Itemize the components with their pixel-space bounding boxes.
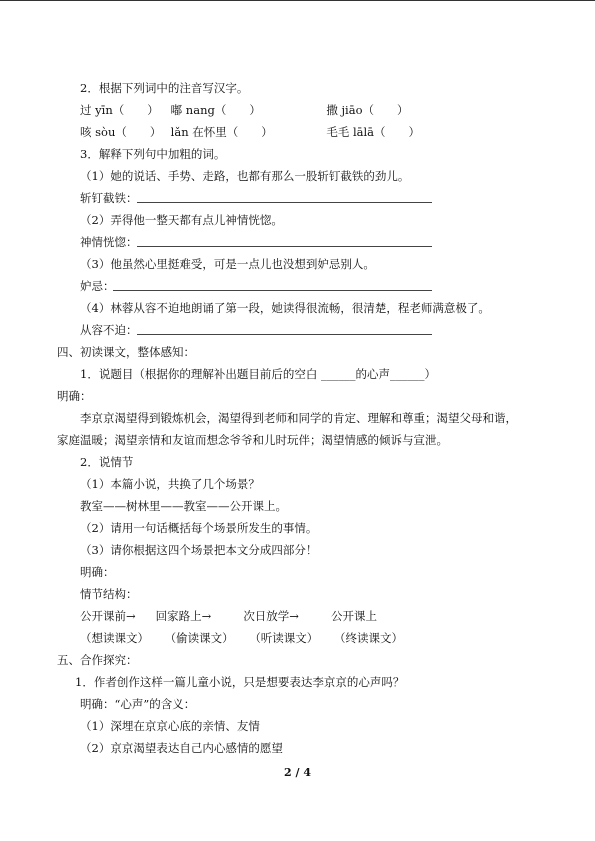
pinyin-row-2 [80, 124, 420, 140]
term-label-1: 斩钉截铁： [80, 191, 138, 205]
pinyin-item: 过 yīn（ ） [80, 103, 159, 117]
part5-item-2: （2）京京渴望表达自己内心感情的愿望 [80, 741, 283, 755]
page-number: 2 / 4 [284, 766, 311, 779]
pinyin-row-1 [80, 102, 409, 118]
part5-mingque: 明确：“心声”的含义： [80, 697, 196, 711]
structure-note: （终读课文） [333, 631, 403, 645]
section3-title: 3．解释下列句中加粗的词。 [80, 147, 226, 161]
mingque-label-2: 明确： [80, 565, 115, 579]
structure-notes [80, 630, 403, 646]
part5-q1: 1．作者创作这样一篇儿童小说，只是想要表达李京京的心声吗？ [75, 675, 405, 689]
sentence-3: （3）他虽然心里挺难受，可是一点儿也没想到妒忌别人。 [80, 257, 375, 271]
part4-heading: 四、初读课文，整体感知： [57, 345, 195, 359]
header-rule [0, 0, 595, 1]
pinyin-item: lǎn 在怀里（ ） [170, 125, 273, 139]
part4-q2-2: （2）请用一句话概括每个场景所发生的事情。 [80, 521, 318, 535]
structure-label: 情节结构： [80, 587, 138, 601]
structure-step: 公开课上 [330, 609, 377, 623]
answer1-line2: 家庭温暖；渴望亲情和友谊而想念爷爷和儿时玩伴；渴望情感的倾诉与宣泄。 [57, 433, 448, 447]
part4-q2-1-answer: 教室——树林里——教室——公开课上。 [80, 499, 287, 513]
section2-title: 2．根据下列词中的注音写汉字。 [80, 81, 249, 95]
pinyin-item: 咳 sòu（ ） [80, 125, 162, 139]
part4-q1: 1．说题目（根据你的理解补出题目前后的空白 ______的心声______） [80, 367, 436, 381]
answer-line-3[interactable] [113, 290, 432, 291]
pinyin-item: 撒 jiāo（ ） [326, 103, 409, 117]
part5-heading: 五、合作探究： [57, 653, 138, 667]
pinyin-item: 嘟 nang（ ） [170, 103, 261, 117]
mingque-label-1: 明确： [57, 389, 92, 403]
structure-step: 回家路上→ [155, 609, 212, 623]
sentence-2: （2）弄得他一整天都有点儿神情恍惚。 [80, 213, 283, 227]
sentence-1: （1）她的说话、手势、走路，也都有那么一股斩钉截铁的劲儿。 [80, 169, 410, 183]
answer1-line1: 李京京渴望得到锻炼机会，渴望得到老师和同学的肯定、理解和尊重；渴望父母和谐， [80, 411, 517, 425]
structure-step: 公开课前→ [80, 609, 136, 623]
term-label-2: 神情恍惚： [80, 235, 138, 249]
structure-step: 次日放学→ [243, 609, 299, 623]
sentence-4: （4）林蓉从容不迫地朗诵了第一段，她读得很流畅，很清楚，程老师满意极了。 [80, 301, 490, 315]
part4-q2: 2．说情节 [80, 455, 134, 469]
part5-item-1: （1）深埋在京京心底的亲情、友情 [80, 719, 260, 733]
answer-line-2[interactable] [137, 246, 432, 247]
structure-note: （偷读课文） [164, 631, 234, 645]
answer-line-4[interactable] [137, 334, 432, 335]
pinyin-item: 毛毛 lālā（ ） [326, 125, 421, 139]
structure-note: （听读课文） [249, 631, 319, 645]
structure-steps [80, 608, 377, 624]
answer-line-1[interactable] [137, 202, 432, 203]
part4-q2-1: （1）本篇小说，共换了几个场景？ [80, 477, 260, 491]
term-label-3: 妒忌： [80, 279, 115, 293]
term-label-4: 从容不迫： [80, 323, 138, 337]
part4-q2-3: （3）请你根据这四个场景把本文分成四部分！ [80, 543, 318, 557]
structure-note: （想读课文） [80, 631, 149, 645]
